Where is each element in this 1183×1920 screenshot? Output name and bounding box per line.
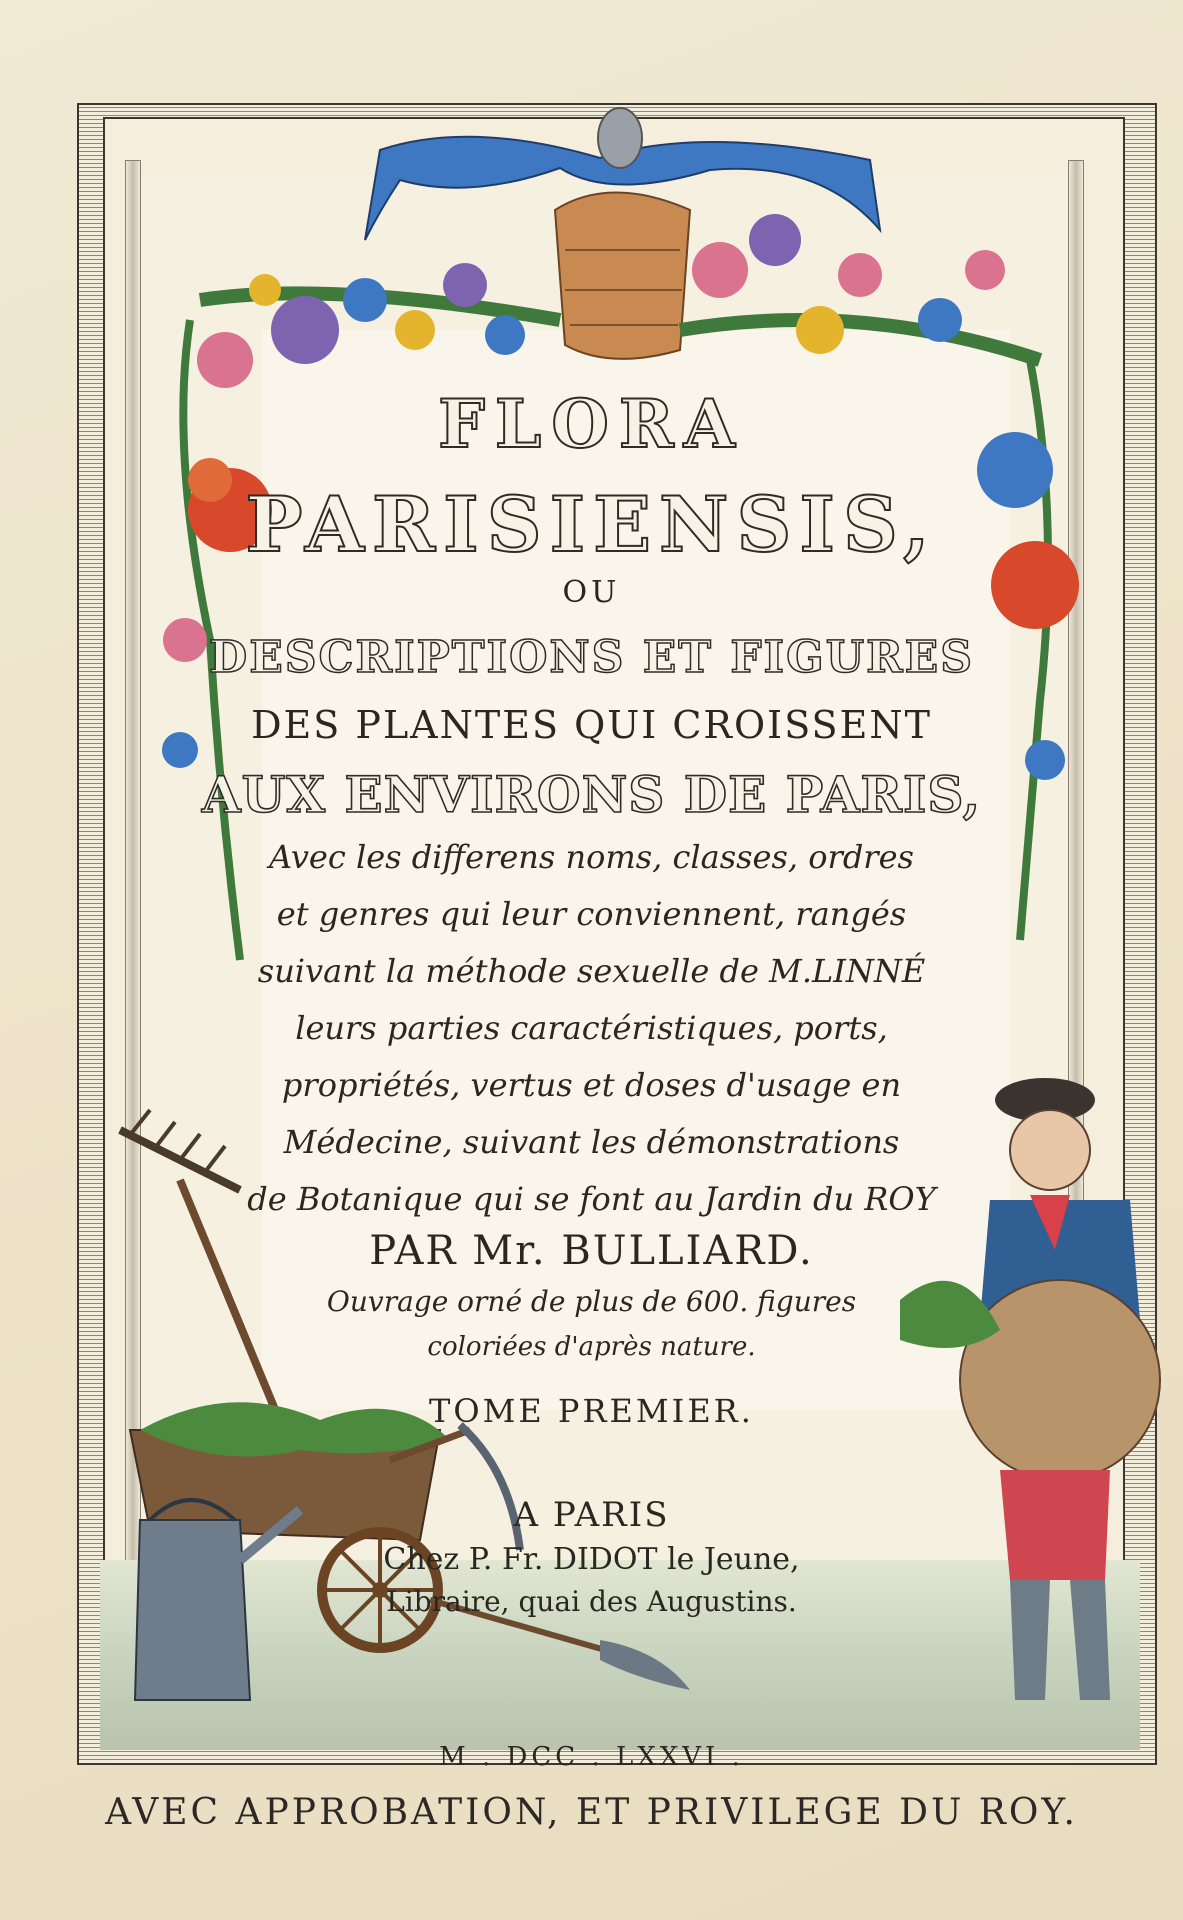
subtitle-plantes: DES PLANTES QUI CROISSENT — [251, 703, 932, 747]
approbation-line: AVEC APPROBATION, ET PRIVILEGE DU ROY. — [105, 1792, 1078, 1833]
volume-label: TOME PREMIER. — [429, 1392, 754, 1430]
body-line-2: et genres qui leur conviennent, rangés — [276, 895, 907, 933]
body-line-3: suivant la méthode sexuelle de M.LINNÉ — [257, 952, 926, 990]
ornament-note-2: coloriées d'après nature. — [427, 1332, 756, 1362]
publication-date: M . DCC . LXXVI . — [439, 1742, 744, 1772]
flower-basket-icon — [555, 193, 690, 359]
body-line-5: propriétés, vertus et doses d'usage en — [281, 1066, 902, 1104]
imprint-publisher: Chez P. Fr. DIDOT le Jeune, — [383, 1542, 800, 1577]
imprint-address: Libraire, quai des Augustins. — [386, 1585, 797, 1618]
author-line: PAR Mr. BULLIARD. — [369, 1228, 814, 1274]
body-line-7: de Botanique qui se font au Jardin du ROY — [247, 1180, 936, 1218]
subtitle-environs: AUX ENVIRONS DE PARIS, — [201, 765, 982, 824]
body-line-1: Avec les differens noms, classes, ordres — [269, 838, 914, 876]
body-line-6: Médecine, suivant les démonstrations — [283, 1123, 900, 1161]
title-parisiensis: PARISIENSIS, — [245, 480, 938, 569]
body-line-4: leurs parties caractéristiques, ports, — [295, 1009, 888, 1047]
subtitle-descriptions: DESCRIPTIONS ET FIGURES — [209, 632, 974, 683]
ornament-note-1: Ouvrage orné de plus de 600. figures — [326, 1285, 857, 1318]
connector-ou: OU — [562, 575, 621, 610]
imprint-city: A PARIS — [513, 1495, 670, 1535]
title-flora: FLORA — [438, 385, 745, 463]
